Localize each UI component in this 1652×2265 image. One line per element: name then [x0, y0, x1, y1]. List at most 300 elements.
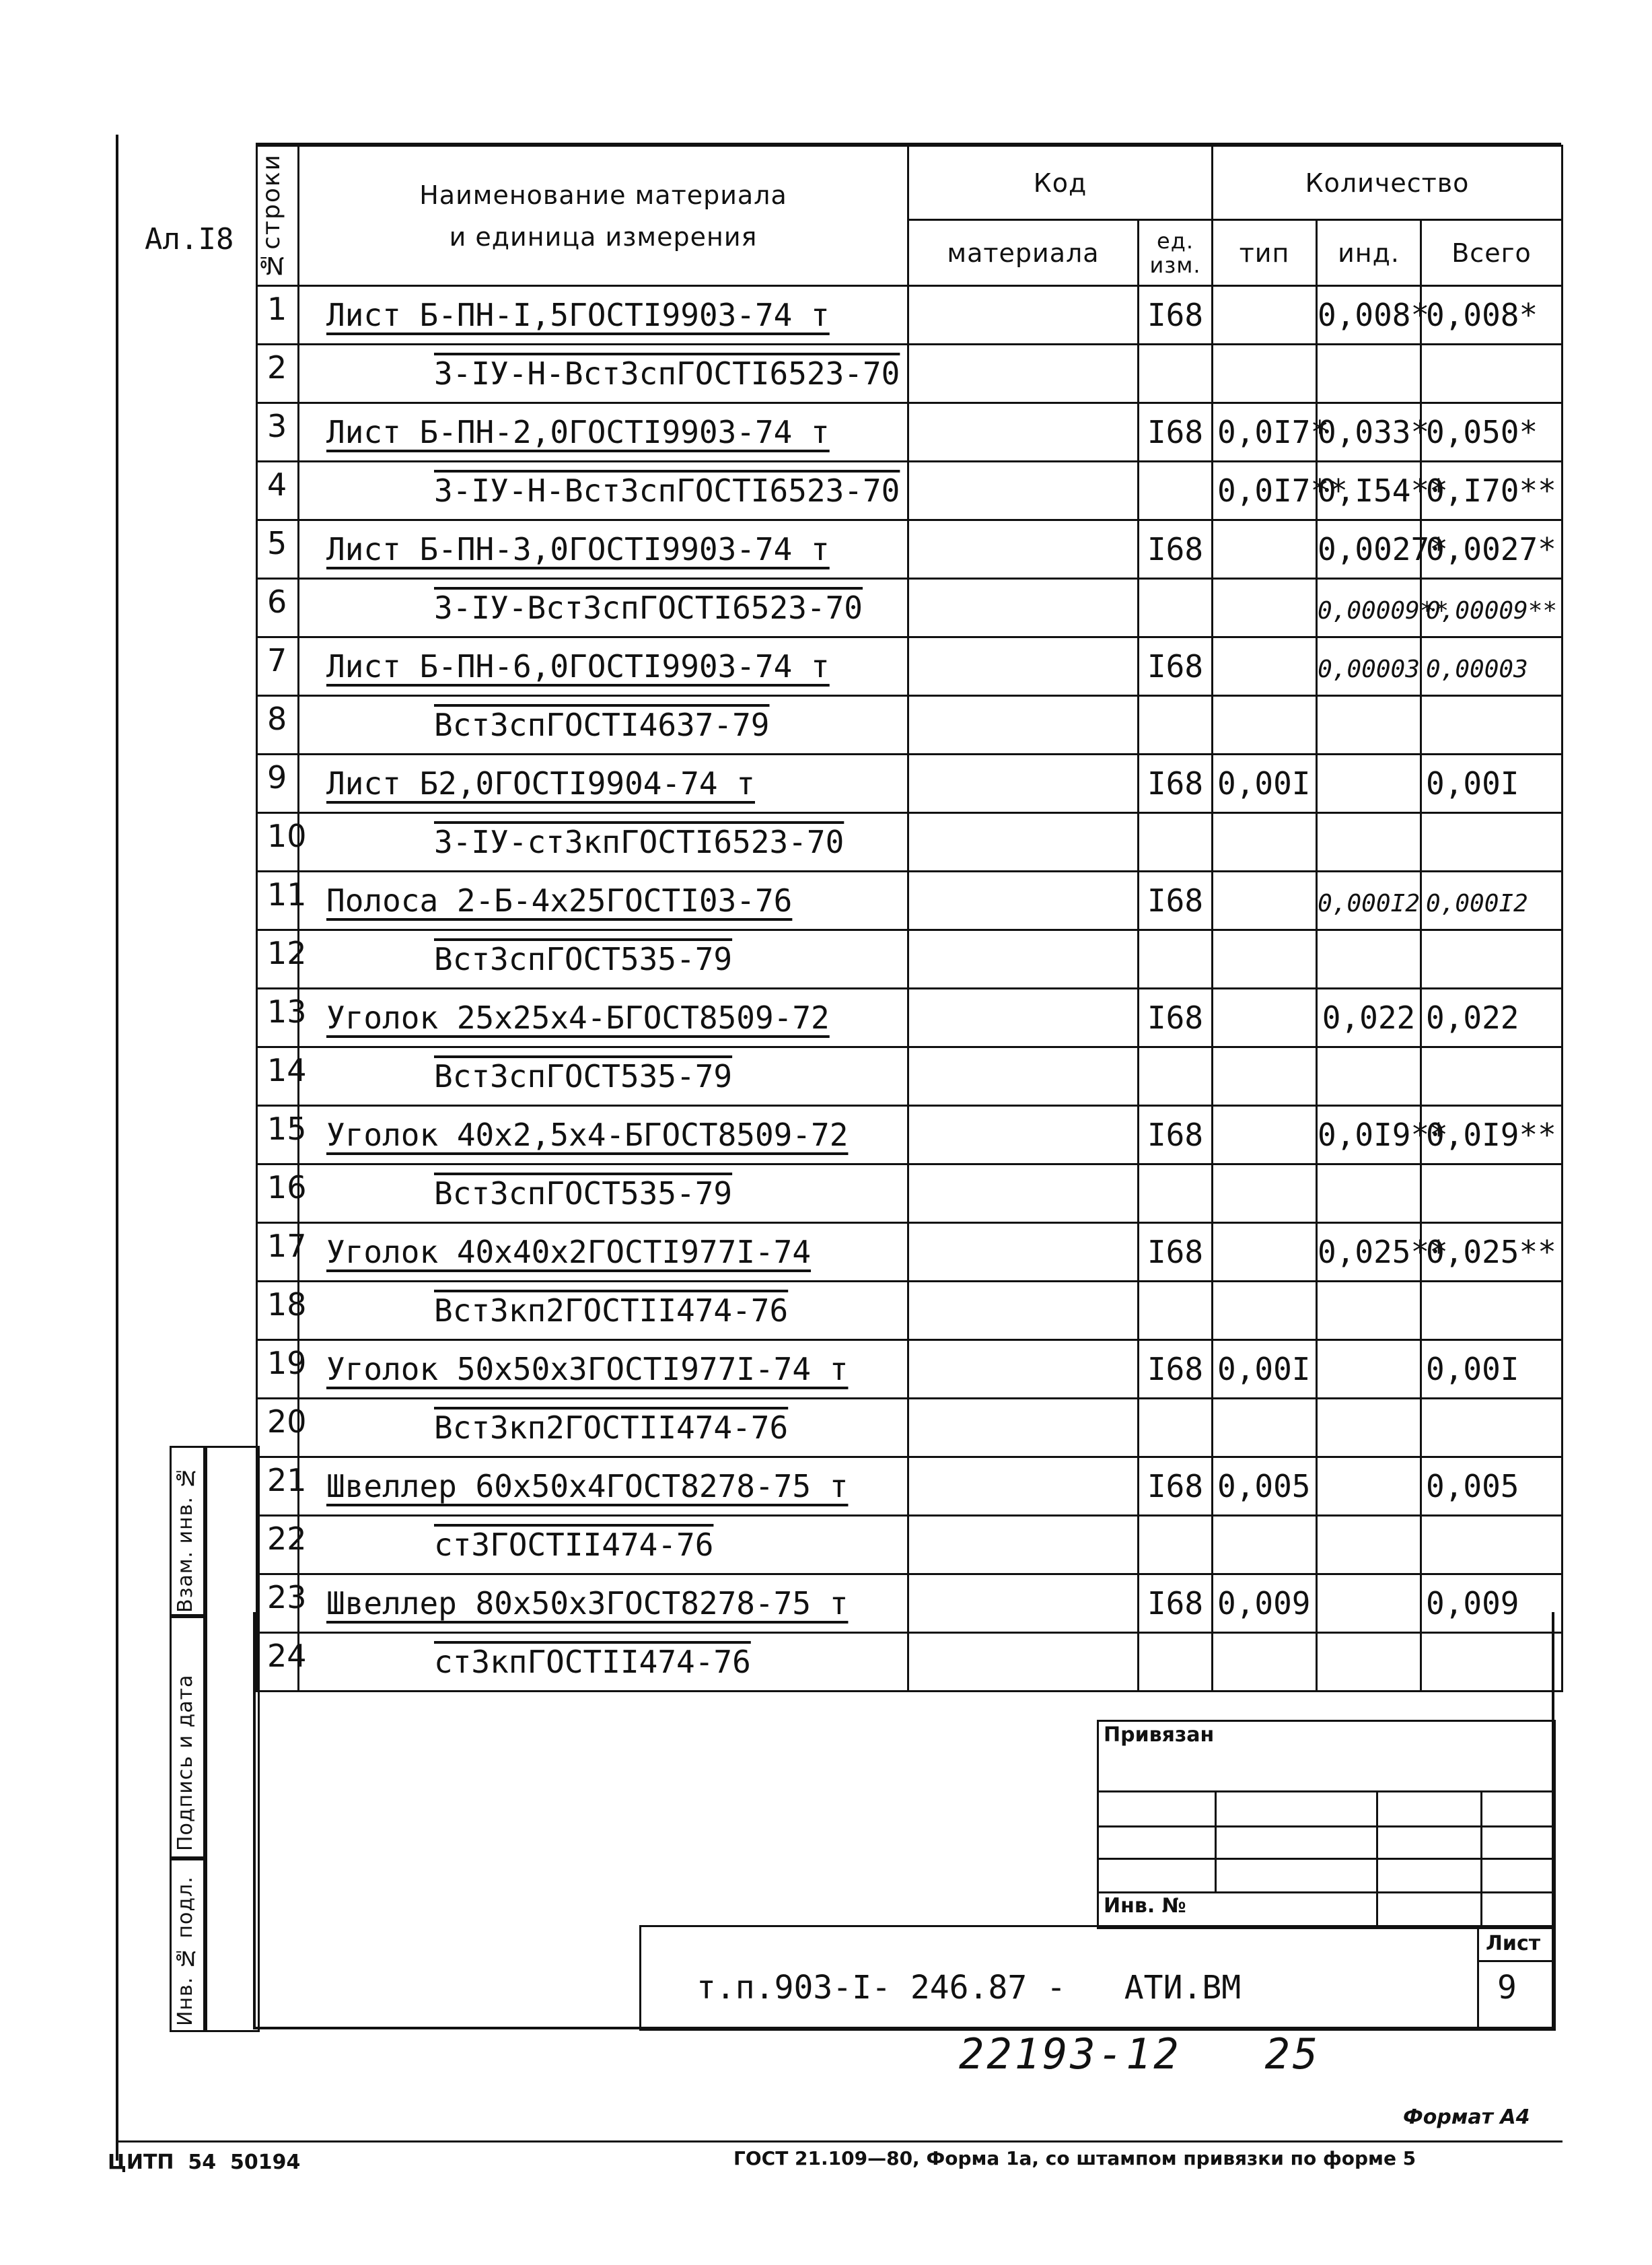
row-number	[257, 579, 299, 637]
material-code	[908, 755, 1139, 813]
privyazan-col-line-2	[1376, 1790, 1378, 1925]
material-name-text: Лист Б-ПН-3,0ГОСТI9903-74 т	[326, 531, 830, 567]
row-number-header	[257, 146, 299, 286]
qty-total	[1421, 1164, 1563, 1223]
unit-code	[1139, 930, 1213, 989]
row-number	[257, 1164, 307, 1223]
qty-total	[1421, 345, 1563, 403]
qty-total-text: 0,009	[1426, 1585, 1519, 1622]
unit-code-text: I68	[1147, 1117, 1204, 1153]
unit-code	[1139, 1399, 1213, 1457]
unit-code-header	[1139, 220, 1213, 286]
qty-total	[1421, 872, 1563, 930]
privyazan-col-line-1	[1215, 1790, 1217, 1891]
unit-code-text: I68	[1147, 765, 1204, 802]
qty-typ-text: 0,00I	[1217, 765, 1311, 802]
material-name	[299, 1633, 908, 1692]
qty-ind-text: 0,000I2	[1318, 890, 1420, 917]
qty-ind	[1317, 637, 1421, 696]
table-row	[257, 1106, 1563, 1164]
material-name	[299, 696, 908, 755]
qty-typ	[1213, 1574, 1317, 1633]
qty-total	[1421, 579, 1563, 637]
material-name-text: ВстЗспГОСТ535-79	[434, 1175, 733, 1212]
unit-header-line2: изм.	[1149, 252, 1201, 278]
row-number-text: 13	[267, 994, 307, 1030]
material-name	[299, 462, 908, 520]
name-header-line1: Наименование материала	[419, 180, 787, 210]
material-name-text: Лист Б-ПН-6,0ГОСТI9903-74 т	[326, 648, 830, 685]
qty-ind	[1317, 1340, 1421, 1399]
qty-total	[1421, 520, 1563, 579]
row-number-text: 23	[267, 1579, 307, 1615]
qty-ind-text: 0,I54**	[1318, 473, 1448, 509]
material-code-header: материала	[908, 220, 1139, 286]
name-header-line2: и единица измерения	[449, 221, 758, 252]
material-name-text: Уголок 50х50х3ГОСТI977I-74 т	[326, 1351, 849, 1387]
qty-total-text: 0,000I2	[1426, 890, 1528, 917]
table-row	[257, 1340, 1563, 1399]
qty-typ	[1213, 1633, 1317, 1692]
table-row	[257, 462, 1563, 520]
qty-typ	[1213, 1164, 1317, 1223]
unit-code-text: I68	[1147, 1351, 1204, 1387]
qty-total-text: 0,025**	[1426, 1234, 1556, 1270]
footer-left: ЦИТП 54 50194	[108, 2151, 301, 2174]
qty-total	[1421, 1223, 1563, 1282]
material-code	[908, 1516, 1139, 1574]
material-name-text: стЗГОСТII474-76	[434, 1527, 714, 1563]
qty-ind	[1317, 1457, 1421, 1516]
materials-table	[256, 145, 1563, 1692]
table-row	[257, 989, 1563, 1047]
qty-ind	[1317, 755, 1421, 813]
inv-no-label: Инв. №	[1104, 1894, 1186, 1918]
table-row	[257, 1633, 1563, 1692]
qty-typ	[1213, 345, 1317, 403]
material-name-text: Уголок 40х40х2ГОСТI977I-74	[326, 1234, 812, 1270]
table-row	[257, 1223, 1563, 1282]
row-number	[257, 286, 299, 345]
material-name	[299, 1106, 908, 1164]
qty-total	[1421, 1574, 1563, 1633]
material-name	[299, 1516, 908, 1574]
qty-typ	[1213, 462, 1348, 520]
row-number-text: 14	[267, 1052, 307, 1088]
row-number-header-text: №строки	[258, 153, 285, 279]
qty-typ	[1213, 579, 1317, 637]
row-number-text: 9	[267, 759, 287, 796]
material-code	[908, 520, 1139, 579]
row-number	[257, 637, 299, 696]
qty-ind	[1317, 1106, 1448, 1164]
table-row	[257, 930, 1563, 989]
unit-code-text: I68	[1147, 882, 1204, 919]
qty-total-text: 0,00I	[1426, 1351, 1519, 1387]
unit-code	[1139, 345, 1213, 403]
material-name-text: Лист Б2,0ГОСТI9904-74 т	[326, 765, 755, 802]
material-code	[908, 930, 1139, 989]
row-number-text: 18	[267, 1286, 307, 1323]
unit-code	[1139, 520, 1213, 579]
qty-typ	[1213, 872, 1317, 930]
material-name	[299, 1457, 908, 1516]
material-name-text: 3-IУ-стЗкпГОСТI6523-70	[434, 824, 845, 860]
unit-code	[1139, 637, 1213, 696]
material-code	[908, 1399, 1139, 1457]
qty-typ	[1213, 520, 1317, 579]
side-label-vzam: Взам. инв. №	[174, 1465, 197, 1613]
privyazan-row-line-4	[1097, 1891, 1552, 1893]
unit-code	[1139, 1223, 1213, 1282]
qty-ind	[1317, 1047, 1421, 1106]
material-name-text: Лист Б-ПН-2,0ГОСТI9903-74 т	[326, 414, 830, 450]
row-number	[257, 930, 307, 989]
material-name	[299, 1340, 908, 1399]
qty-typ	[1213, 696, 1317, 755]
qty-total	[1421, 696, 1563, 755]
unit-code	[1139, 462, 1213, 520]
material-name	[299, 813, 908, 872]
qty-typ	[1213, 1516, 1317, 1574]
qty-ind	[1317, 1282, 1421, 1340]
qty-typ	[1213, 1457, 1317, 1516]
material-code	[908, 1282, 1139, 1340]
unit-code	[1139, 696, 1213, 755]
unit-code-text: I68	[1147, 1000, 1204, 1036]
qty-total	[1421, 1282, 1563, 1340]
qty-total-text: 0,022	[1426, 1000, 1519, 1036]
qty-total	[1421, 1633, 1563, 1692]
table-row	[257, 1516, 1563, 1574]
row-number-text: 4	[267, 466, 287, 503]
unit-code	[1139, 1633, 1213, 1692]
qty-ind-text: 0,0027*	[1318, 531, 1448, 567]
qty-typ	[1213, 1047, 1317, 1106]
qty-typ	[1213, 930, 1317, 989]
qty-ind	[1317, 462, 1448, 520]
qty-total	[1421, 1457, 1563, 1516]
material-name-text: Уголок 40х2,5х4-БГОСТ8509-72	[326, 1117, 849, 1153]
qty-total	[1421, 989, 1563, 1047]
row-number	[257, 1574, 307, 1633]
row-number	[257, 520, 299, 579]
row-number-text: 7	[267, 642, 287, 678]
unit-code	[1139, 1574, 1213, 1633]
ind-header: инд.	[1317, 220, 1421, 286]
qty-ind-text: 0,025**	[1318, 1234, 1448, 1270]
table-row	[257, 1164, 1563, 1223]
qty-ind	[1317, 696, 1421, 755]
row-number-text: 6	[267, 584, 287, 620]
material-code	[908, 1340, 1139, 1399]
qty-total-text: 0,0027*	[1426, 531, 1556, 567]
row-number-text: 2	[267, 349, 287, 386]
qty-total	[1421, 1340, 1563, 1399]
qty-total	[1421, 930, 1563, 989]
qty-ind	[1317, 872, 1421, 930]
material-name-text: ВстЗспГОСТI4637-79	[434, 707, 770, 743]
qty-ind	[1317, 1633, 1421, 1692]
material-code	[908, 696, 1139, 755]
row-number	[257, 696, 299, 755]
qty-ind	[1317, 813, 1421, 872]
unit-code	[1139, 1457, 1213, 1516]
row-number	[257, 462, 299, 520]
material-name	[299, 1399, 908, 1457]
row-number	[257, 989, 307, 1047]
material-name-text: ВстЗспГОСТ535-79	[434, 1058, 733, 1094]
qty-typ	[1213, 286, 1317, 345]
material-code	[908, 872, 1139, 930]
privyazan-row-line-2	[1097, 1825, 1552, 1827]
qty-total-text: 0,0I9**	[1426, 1117, 1556, 1153]
sheet-col-line	[1477, 1925, 1479, 2027]
footer-right: ГОСТ 21.109—80, Форма 1а, со штампом привязки по форме 5	[733, 2147, 1416, 2169]
table-row	[257, 1399, 1563, 1457]
sheet-number: 9	[1497, 1969, 1517, 2007]
qty-typ-text: 0,00I	[1217, 1351, 1311, 1387]
qty-ind-text: 0,0I9**	[1318, 1117, 1448, 1153]
row-number	[257, 1340, 307, 1399]
table-row	[257, 286, 1563, 345]
qty-ind	[1317, 403, 1430, 462]
qty-typ	[1213, 755, 1317, 813]
qty-total-text: 0,I70**	[1426, 473, 1556, 509]
table-row	[257, 579, 1563, 637]
material-name	[299, 755, 908, 813]
typ-header: тип	[1213, 220, 1317, 286]
table-row	[257, 345, 1563, 403]
qty-typ	[1213, 403, 1330, 462]
row-number-text: 21	[267, 1462, 307, 1498]
qty-total-text: 0,005	[1426, 1468, 1519, 1504]
qty-total	[1421, 1106, 1563, 1164]
row-number	[257, 345, 299, 403]
material-code	[908, 403, 1139, 462]
qty-total-text: 0,008*	[1426, 297, 1538, 333]
qty-typ	[1213, 637, 1317, 696]
designation-text: т.п.903-I- 246.87 - АТИ.ВМ	[696, 1969, 1242, 2007]
row-number-text: 22	[267, 1521, 307, 1557]
lower-frame-left	[253, 1612, 256, 2029]
table-row	[257, 520, 1563, 579]
unit-code	[1139, 1340, 1213, 1399]
table-row	[257, 1574, 1563, 1633]
sheet-label: Ал.I8	[145, 222, 234, 256]
table-row	[257, 872, 1563, 930]
unit-code	[1139, 403, 1213, 462]
material-name	[299, 1282, 908, 1340]
material-code	[908, 637, 1139, 696]
side-column-right	[203, 1446, 260, 2032]
unit-code-text: I68	[1147, 297, 1204, 333]
table-row	[257, 696, 1563, 755]
row-number	[257, 403, 299, 462]
material-name-text: Швеллер 80х50х3ГОСТ8278-75 т	[326, 1585, 849, 1622]
frame-left-line	[116, 135, 118, 2161]
material-name-text: Швеллер 60х50х4ГОСТ8278-75 т	[326, 1468, 849, 1504]
material-code	[908, 1047, 1139, 1106]
material-code	[908, 1223, 1139, 1282]
qty-typ-text: 0,005	[1217, 1468, 1311, 1504]
qty-ind	[1317, 930, 1421, 989]
qty-ind-text: 0,00003	[1318, 656, 1420, 683]
unit-code-text: I68	[1147, 648, 1204, 685]
material-code	[908, 1457, 1139, 1516]
qty-total	[1421, 403, 1563, 462]
material-code	[908, 462, 1139, 520]
qty-ind	[1317, 1399, 1421, 1457]
row-number	[257, 1223, 307, 1282]
privyazan-row-line-3	[1097, 1858, 1552, 1860]
qty-total	[1421, 1399, 1563, 1457]
material-name	[299, 520, 908, 579]
qty-total-text: 0,00003	[1426, 656, 1528, 683]
material-name	[299, 989, 908, 1047]
qty-ind-text: 0,022	[1322, 1000, 1416, 1036]
table-row	[257, 403, 1563, 462]
qty-typ	[1213, 1282, 1317, 1340]
privyazan-row-line-1	[1097, 1790, 1552, 1792]
row-number	[257, 872, 307, 930]
material-name	[299, 403, 908, 462]
row-number-text: 1	[267, 291, 287, 327]
material-name-text: Полоса 2-Б-4х25ГОСТI03-76	[326, 882, 793, 919]
material-name-text: 3-IУ-Н-ВстЗспГОСТI6523-70	[434, 473, 900, 509]
material-code	[908, 989, 1139, 1047]
material-name-text: ВстЗкп2ГОСТII474-76	[434, 1409, 789, 1446]
material-name-text: 3-IУ-ВстЗспГОСТI6523-70	[434, 590, 863, 626]
material-code	[908, 813, 1139, 872]
unit-code	[1139, 579, 1213, 637]
material-code	[908, 345, 1139, 403]
qty-ind	[1317, 520, 1448, 579]
qty-total	[1421, 462, 1563, 520]
unit-code	[1139, 1516, 1213, 1574]
material-name	[299, 930, 908, 989]
qty-typ-text: 0,009	[1217, 1585, 1311, 1622]
material-code	[908, 579, 1139, 637]
unit-code-text: I68	[1147, 531, 1204, 567]
table-row	[257, 1047, 1563, 1106]
code-header: Код	[908, 146, 1213, 220]
material-code	[908, 1164, 1139, 1223]
material-name	[299, 579, 908, 637]
unit-code	[1139, 1164, 1213, 1223]
qty-ind-text: 0,033*	[1318, 414, 1430, 450]
qty-typ-text: 0,0I7**	[1217, 473, 1348, 509]
quantity-header: Количество	[1213, 146, 1563, 220]
material-code	[908, 1106, 1139, 1164]
unit-code	[1139, 989, 1213, 1047]
material-name-text: ВстЗспГОСТ535-79	[434, 941, 733, 977]
row-number-text: 12	[267, 935, 307, 971]
qty-ind	[1317, 579, 1449, 637]
unit-code-text: I68	[1147, 414, 1204, 450]
qty-total	[1421, 637, 1563, 696]
table-row	[257, 1457, 1563, 1516]
row-number	[257, 755, 299, 813]
row-number-text: 20	[267, 1403, 307, 1440]
qty-total	[1421, 813, 1563, 872]
sheet-label-line	[1477, 1960, 1552, 1962]
qty-total	[1421, 286, 1563, 345]
qty-ind-text: 0,008*	[1318, 297, 1430, 333]
material-name	[299, 286, 908, 345]
qty-ind	[1317, 1516, 1421, 1574]
material-name	[299, 1574, 908, 1633]
qty-total-text: 0,00009**	[1426, 597, 1558, 625]
qty-ind	[1317, 286, 1430, 345]
unit-code	[1139, 813, 1213, 872]
row-number	[257, 1516, 307, 1574]
unit-code	[1139, 872, 1213, 930]
qty-typ	[1213, 1340, 1317, 1399]
row-number-text: 17	[267, 1228, 307, 1264]
row-number-text: 11	[267, 876, 307, 913]
material-name-text: 3-IУ-Н-ВстЗспГОСТI6523-70	[434, 355, 900, 392]
table-row	[257, 1282, 1563, 1340]
sheet-header-label: Лист	[1486, 1932, 1541, 1955]
material-name	[299, 637, 908, 696]
row-number-text: 19	[267, 1345, 307, 1381]
material-code	[908, 286, 1139, 345]
name-header	[299, 146, 908, 286]
row-number-text: 3	[267, 408, 287, 444]
qty-total	[1421, 755, 1563, 813]
material-code	[908, 1574, 1139, 1633]
qty-total-text: 0,050*	[1426, 414, 1538, 450]
qty-ind	[1317, 345, 1421, 403]
row-number-text: 15	[267, 1111, 307, 1147]
table-row	[257, 755, 1563, 813]
material-name	[299, 1047, 908, 1106]
material-name-text: ВстЗкп2ГОСТII474-76	[434, 1292, 789, 1329]
qty-ind	[1317, 1164, 1421, 1223]
unit-code-text: I68	[1147, 1468, 1204, 1504]
qty-ind	[1317, 1574, 1421, 1633]
material-name-text: Уголок 25х25х4-БГОСТ8509-72	[326, 1000, 830, 1036]
unit-code	[1139, 286, 1213, 345]
row-number-text: 8	[267, 701, 287, 737]
stamp-number: 22193-12 25	[959, 2029, 1321, 2079]
unit-code	[1139, 1106, 1213, 1164]
row-number	[257, 1106, 307, 1164]
qty-typ	[1213, 1223, 1317, 1282]
qty-typ	[1213, 1399, 1317, 1457]
material-name	[299, 1223, 908, 1282]
side-label-inv-podl: Инв. № подл.	[174, 1876, 197, 2026]
materials-rows	[257, 286, 1563, 1692]
unit-header-line1: ед.	[1157, 228, 1194, 254]
row-number-text: 5	[267, 525, 287, 561]
material-name	[299, 872, 908, 930]
row-number	[257, 813, 307, 872]
qty-total	[1421, 1516, 1563, 1574]
row-number	[257, 1399, 307, 1457]
privyazan-label: Привязан	[1104, 1723, 1215, 1747]
row-number	[257, 1633, 307, 1692]
unit-code-text: I68	[1147, 1234, 1204, 1270]
format-label: Формат А4	[1403, 2105, 1530, 2129]
privyazan-col-line-3	[1480, 1790, 1482, 1925]
qty-typ	[1213, 989, 1317, 1047]
row-number	[257, 1282, 307, 1340]
unit-code	[1139, 755, 1213, 813]
qty-total	[1421, 1047, 1563, 1106]
material-name-text: Лист Б-ПН-I,5ГОСТI9903-74 т	[326, 297, 830, 333]
